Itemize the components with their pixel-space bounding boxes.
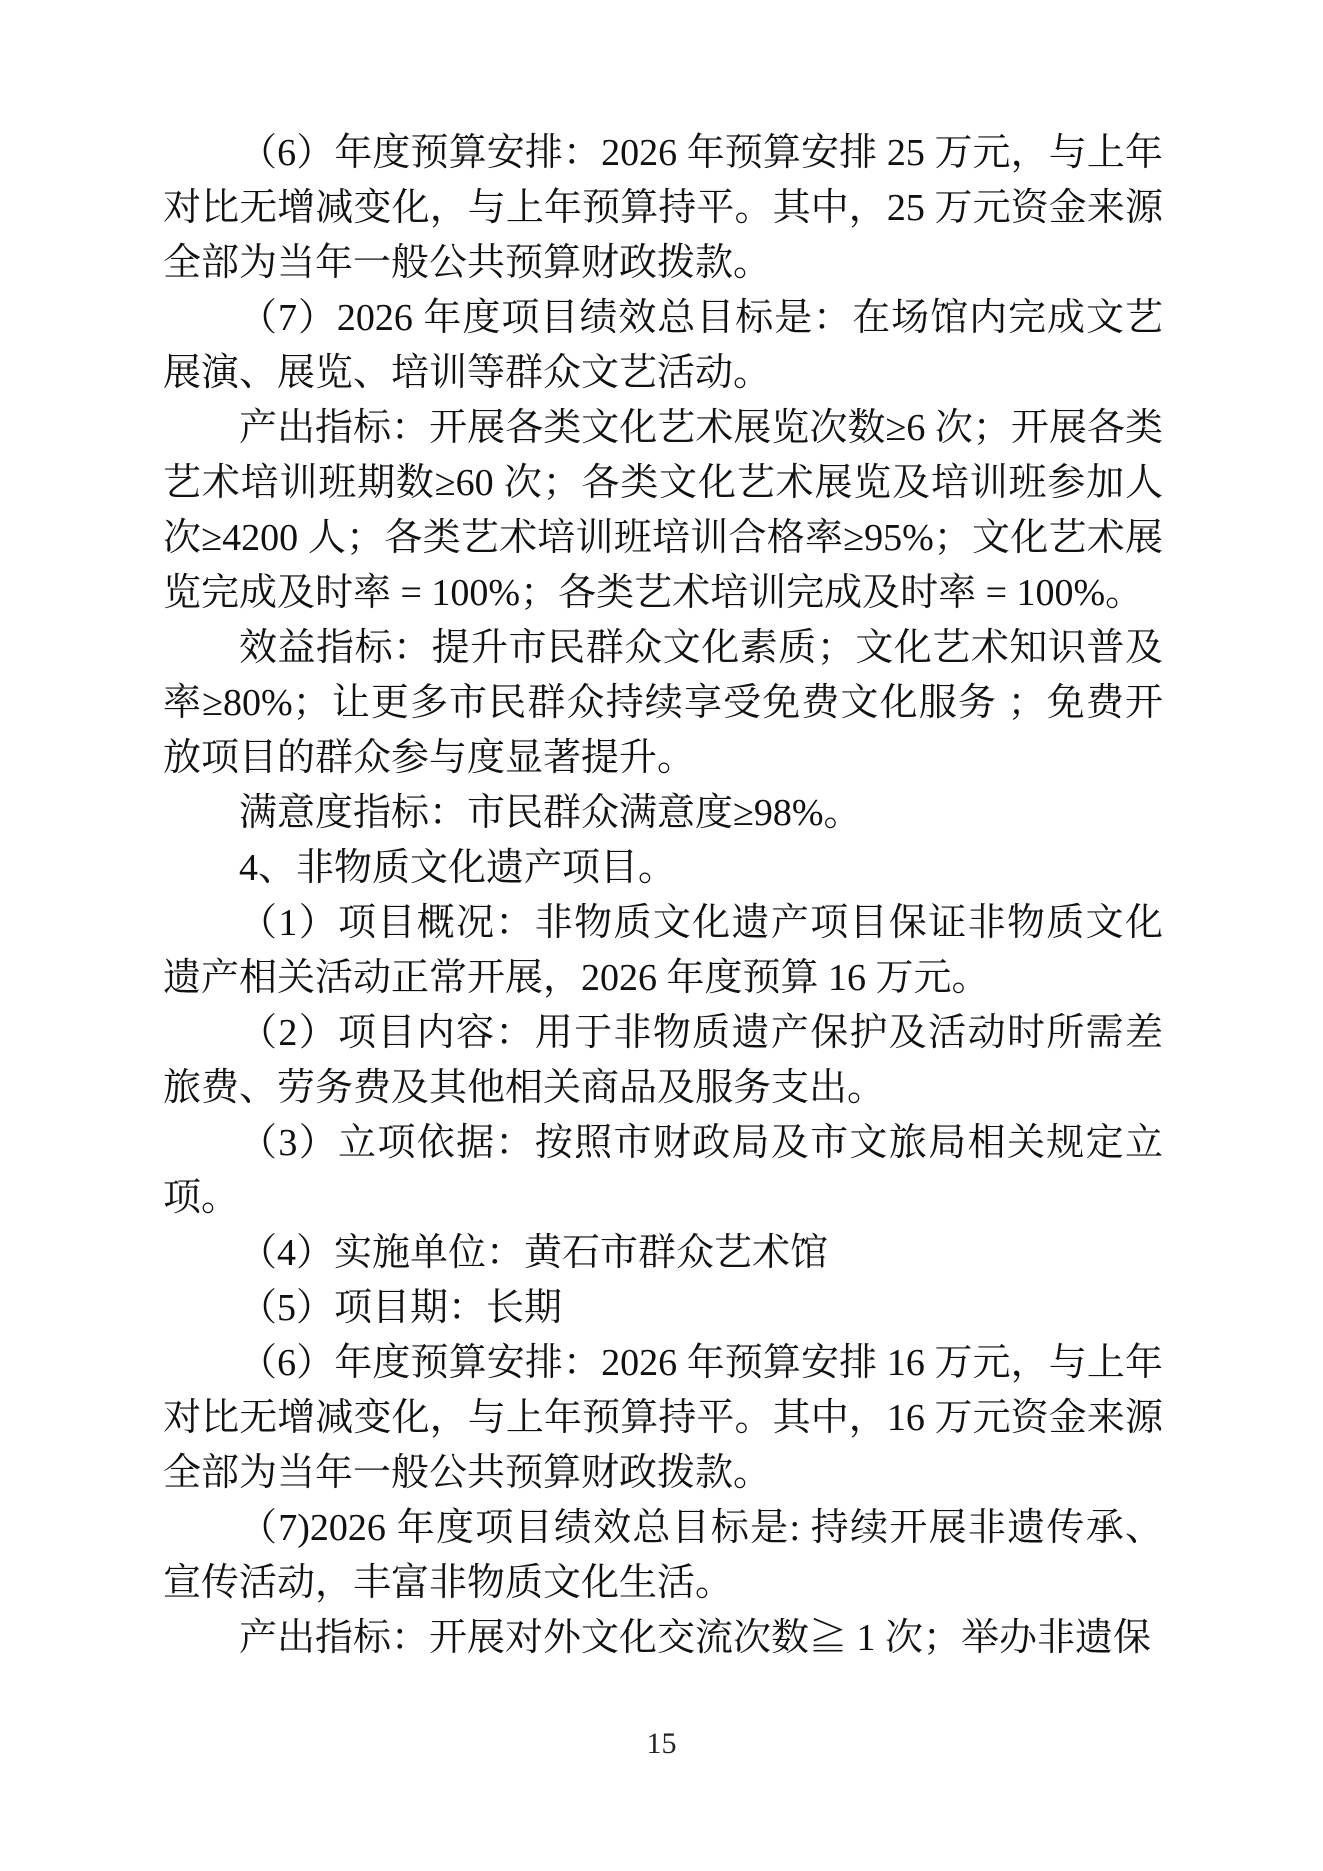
paragraph: （6）年度预算安排：2026 年预算安排 25 万元，与上年对比无增减变化，与上年预算持平。其中，25 万元资金来源全部为当年一般公共预算财政拨款。 (163, 132, 1163, 284)
paragraph: （7)2026 年度项目绩效总目标是: 持续开展非遗传承、宣传活动，丰富非物质文化生活。 (163, 1507, 1163, 1604)
paragraph: （1）项目概况：非物质文化遗产项目保证非物质文化遗产相关活动正常开展，2026 年度预算 16 万元。 (163, 902, 1163, 999)
paragraph: 满意度指标：市民群众满意度≥98%。 (239, 792, 862, 834)
paragraph: （2）项目内容：用于非物质遗产保护及活动时所需差旅费、劳务费及其他相关商品及服务支出。 (163, 1012, 1163, 1109)
page-number: 15 (646, 1727, 677, 1760)
paragraph: 产出指标：开展对外文化交流次数≧ 1 次；举办非遗保 (239, 1617, 1152, 1659)
paragraph: （6）年度预算安排：2026 年预算安排 16 万元，与上年对比无增减变化，与上年预算持平。其中，16 万元资金来源全部为当年一般公共预算财政拨款。 (163, 1342, 1163, 1494)
paragraph: 效益指标：提升市民群众文化素质；文化艺术知识普及率≥80%；让更多市民群众持续享受免费文化服务 ；免费开放项目的群众参与度显著提升。 (163, 627, 1163, 779)
paragraph: （7）2026 年度项目绩效总目标是：在场馆内完成文艺展演、展览、培训等群众文艺活动。 (163, 297, 1163, 394)
paragraph: 产出指标：开展各类文化艺术展览次数≥6 次；开展各类艺术培训班期数≥60 次；各类文化艺术展览及培训班参加人次≥4200 人；各类艺术培训班培训合格率≥95%；文化艺术展览完成及时率 = 100%；各类艺术培训完成及时率 = 100%。 (163, 407, 1163, 614)
paragraph: 4、非物质文化遗产项目。 (239, 847, 677, 889)
paragraph: （5）项目期：长期 (239, 1287, 563, 1329)
paragraph: （3）立项依据：按照市财政局及市文旅局相关规定立项。 (163, 1122, 1163, 1219)
paragraph: （4）实施单位：黄石市群众艺术馆 (239, 1232, 829, 1274)
page-body-text (163, 126, 1163, 1726)
